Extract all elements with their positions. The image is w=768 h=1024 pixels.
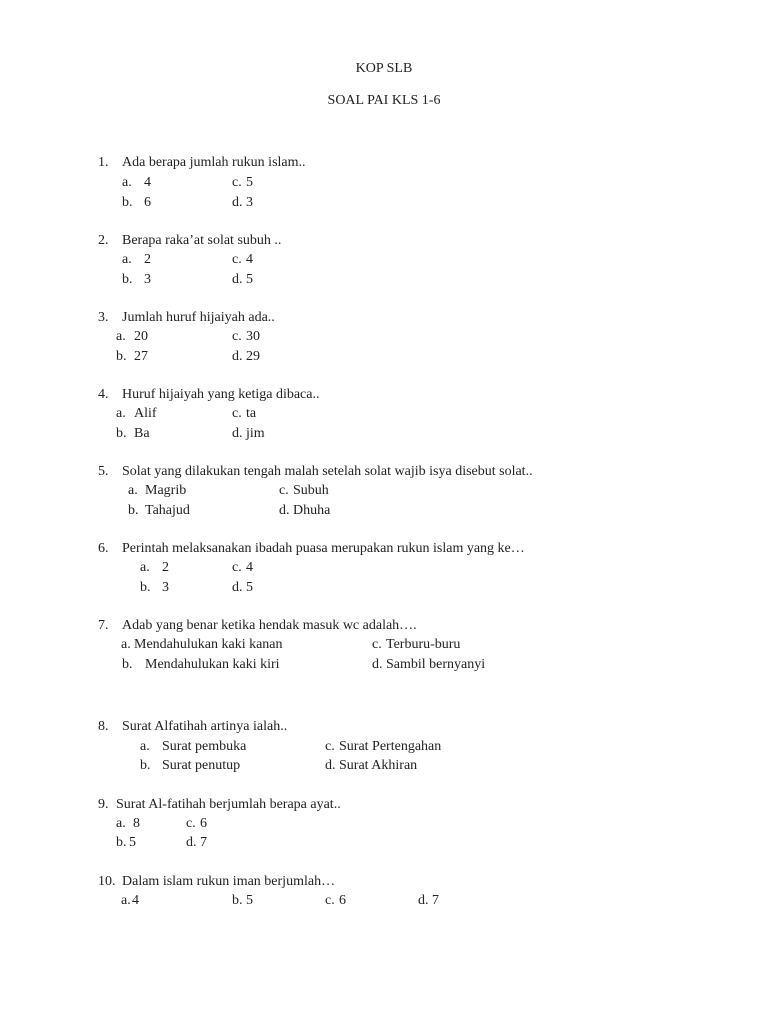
option-value: Terburu-buru <box>386 637 461 652</box>
option-value: 4 <box>246 560 253 575</box>
option-value: Dhuha <box>293 503 331 518</box>
option-label: a. <box>140 560 150 575</box>
question-text: Huruf hijaiyah yang ketiga dibaca.. <box>122 387 320 402</box>
option-label: a. <box>122 175 132 190</box>
option-value: 29 <box>246 349 260 364</box>
option-label: b. <box>116 349 127 364</box>
question-text: Berapa raka’at solat subuh .. <box>122 233 282 248</box>
option-label: d. <box>418 893 429 908</box>
question-number: 8. <box>98 719 109 734</box>
option-label: a. <box>116 816 126 831</box>
option-label: a. <box>116 329 126 344</box>
question-text: Jumlah huruf hijaiyah ada.. <box>122 310 275 325</box>
option-label: b. <box>140 758 151 773</box>
question-text: Perintah melaksanakan ibadah puasa merupakan rukun islam yang ke… <box>122 541 525 556</box>
question-text: Solat yang dilakukan tengah malah setelah solat wajib isya disebut solat.. <box>122 464 533 479</box>
option-label: a. <box>122 252 132 267</box>
option-label: d. <box>279 503 290 518</box>
option-value: 7 <box>200 835 207 850</box>
option-label: c. <box>232 329 242 344</box>
option-value: 3 <box>144 272 151 287</box>
question-number: 2. <box>98 233 109 248</box>
option-value: 5 <box>129 835 136 850</box>
option-label: d. <box>186 835 197 850</box>
option-value: 8 <box>133 816 140 831</box>
option-label: b. <box>232 893 243 908</box>
option-value: 4 <box>246 252 253 267</box>
option-label: c. <box>232 406 242 421</box>
option-label: d. <box>232 426 243 441</box>
option-label: b. <box>116 426 127 441</box>
question-number: 5. <box>98 464 109 479</box>
option-value: 30 <box>246 329 260 344</box>
option-label: c. <box>232 175 242 190</box>
option-label: a. <box>116 406 126 421</box>
option-value: 2 <box>162 560 169 575</box>
option-value: Alif <box>134 406 157 421</box>
option-label: d. <box>325 758 336 773</box>
option-label: d. <box>232 580 243 595</box>
document-kop: KOP SLB <box>355 61 413 76</box>
option-value: 5 <box>246 580 253 595</box>
option-value: 20 <box>134 329 148 344</box>
option-label: b. <box>122 657 133 672</box>
option-value: Surat Pertengahan <box>339 739 442 754</box>
option-value: Surat penutup <box>162 758 241 773</box>
question-number: 4. <box>98 387 109 402</box>
option-label: d. <box>372 657 383 672</box>
option-label: a. <box>128 483 138 498</box>
question-text: Adab yang benar ketika hendak masuk wc adalah…. <box>122 618 417 633</box>
question-number: 10. <box>98 874 116 889</box>
option-value: 2 <box>144 252 151 267</box>
question-number: 9. <box>98 797 109 812</box>
option-label: c. <box>232 560 242 575</box>
question-number: 3. <box>98 310 109 325</box>
document-title: SOAL PAI KLS 1-6 <box>327 93 441 108</box>
option-label: a. <box>140 739 150 754</box>
option-value: Sambil bernyanyi <box>386 657 486 672</box>
option-value: 7 <box>432 893 439 908</box>
option-value: 5 <box>246 175 253 190</box>
option-label: c. <box>186 816 196 831</box>
option-value: 5 <box>246 893 253 908</box>
option-value: ta <box>246 406 257 421</box>
option-label: d. <box>232 349 243 364</box>
option-value: Surat pembuka <box>162 739 247 754</box>
question-text: Surat Alfatihah artinya ialah.. <box>122 719 288 734</box>
option-label: c. <box>325 893 335 908</box>
option-label: b. <box>122 195 133 210</box>
option-value: 6 <box>200 816 207 831</box>
option-value: 6 <box>144 195 151 210</box>
option-value: Mendahulukan kaki kiri <box>145 657 280 672</box>
option-label: b. <box>122 272 133 287</box>
option-label: b. <box>128 503 139 518</box>
question-text: Surat Al-fatihah berjumlah berapa ayat.. <box>116 797 341 812</box>
option-value: 27 <box>134 349 148 364</box>
option-label: b. <box>140 580 151 595</box>
option-value: Surat Akhiran <box>339 758 418 773</box>
option-label: a. <box>121 893 131 908</box>
option-value: Mendahulukan kaki kanan <box>134 637 283 652</box>
question-text: Ada berapa jumlah rukun islam.. <box>122 155 306 170</box>
option-value: jim <box>246 426 265 441</box>
question-number: 7. <box>98 618 109 633</box>
option-value: 5 <box>246 272 253 287</box>
option-label: d. <box>232 272 243 287</box>
option-label: a. <box>121 637 131 652</box>
option-label: c. <box>232 252 242 267</box>
option-value: 6 <box>339 893 346 908</box>
question-text: Dalam islam rukun iman berjumlah… <box>122 874 336 889</box>
option-value: 4 <box>144 175 151 190</box>
option-label: c. <box>325 739 335 754</box>
option-value: 4 <box>132 893 139 908</box>
option-value: Ba <box>134 426 150 441</box>
question-number: 6. <box>98 541 109 556</box>
option-value: Tahajud <box>145 503 190 518</box>
question-number: 1. <box>98 155 109 170</box>
option-value: 3 <box>246 195 253 210</box>
option-label: c. <box>279 483 289 498</box>
option-label: b. <box>116 835 127 850</box>
option-value: Subuh <box>293 483 329 498</box>
option-value: 3 <box>162 580 169 595</box>
option-label: d. <box>232 195 243 210</box>
option-label: c. <box>372 637 382 652</box>
option-value: Magrib <box>145 483 187 498</box>
